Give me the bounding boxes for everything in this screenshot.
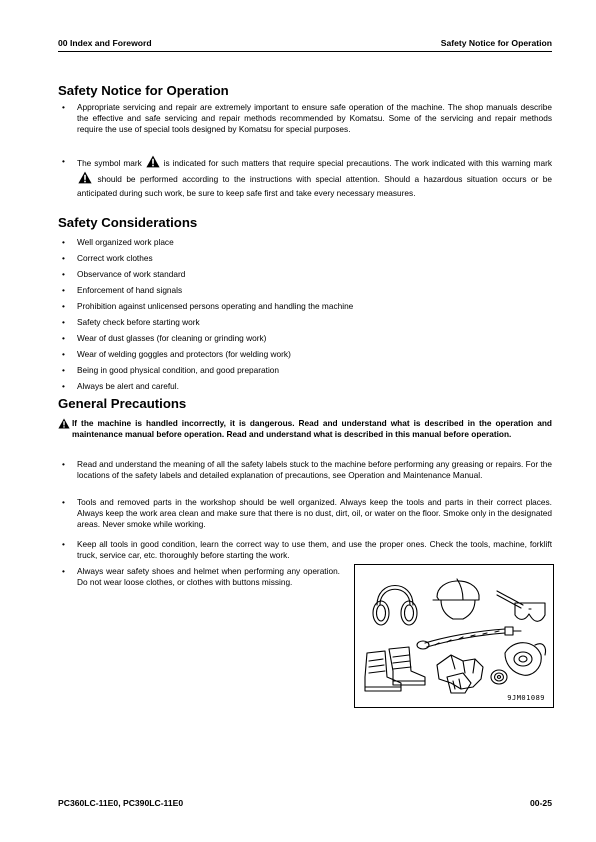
list-item-text: Being in good physical condition, and good preparation	[77, 365, 280, 375]
paragraph-text-part-2: is indicated for such matters that require special precautions. The work indicated with this warning mark	[163, 158, 552, 168]
list-item	[58, 237, 552, 253]
list-item	[58, 365, 552, 381]
helmet-icon	[433, 579, 479, 619]
warning-text: If the machine is handled incorrectly, it is dangerous. Read and understand what is described in the operation and maintenance manual before operation. Read and understand what is described in this manual before operation.	[72, 418, 552, 440]
footer-model: PC360LC-11E0, PC390LC-11E0	[58, 798, 184, 808]
paragraph-text: Keep all tools in good condition, learn the correct way to use them, and use the proper ones. Check the tools, machine, forklift truck, service car, etc. thoroughly before starting the work.	[77, 539, 552, 561]
ear-muffs-icon	[373, 586, 417, 626]
warning-notice	[58, 418, 552, 440]
safety-notice-paragraph-2	[58, 155, 552, 199]
paragraph-text: Appropriate servicing and repair are extremely important to ensure safe operation of the machine. The shop manuals describe the effective and safe servicing and repair methods recommended by Komatsu. Some of the servicing and repair methods require the use of special tools designed by Komatsu for special purposes.	[77, 102, 552, 135]
bullet: •	[62, 301, 65, 311]
bullet: •	[62, 285, 65, 295]
list-item-text: Observance of work standard	[77, 269, 186, 279]
general-precautions-paragraph-1	[58, 459, 552, 481]
list-item-text: Enforcement of hand signals	[77, 285, 183, 295]
paragraph-text: Always wear safety shoes and helmet when performing any operation. Do not wear loose clothes, or clothes with buttons missing.	[77, 566, 340, 588]
general-precautions-paragraph-4	[58, 566, 340, 588]
paragraph-text: Read and understand the meaning of all the safety labels stuck to the machine before performing any greasing or repairs. For the locations of the safety labels and detailed explanation of precautions, see Operation and Maintenance Manual.	[77, 459, 552, 481]
bullet: •	[62, 566, 65, 576]
list-item-text: Wear of welding goggles and protectors (for welding work)	[77, 349, 291, 359]
list-item-text: Correct work clothes	[77, 253, 153, 263]
protective-equipment-figure	[354, 564, 554, 708]
list-item-text: Wear of dust glasses (for cleaning or grinding work)	[77, 333, 267, 343]
list-item-text: Well organized work place	[77, 237, 174, 247]
bullet: •	[62, 459, 65, 469]
bullet: •	[62, 317, 65, 327]
section-title-general-precautions: General Precautions	[58, 396, 187, 411]
header-topic: Safety Notice for Operation	[440, 38, 552, 48]
list-item	[58, 333, 552, 349]
respirator-icon	[491, 643, 546, 684]
bullet: •	[62, 237, 65, 247]
paragraph-text-part-3: should be performed according to the instructions with special attention. Should a hazardous situation occurs or be anticipated during such work, be sure to keep safe first and take every necessary measures.	[77, 174, 553, 198]
gloves-icon	[437, 655, 483, 693]
bullet: •	[62, 269, 65, 279]
general-precautions-paragraph-3	[58, 539, 552, 561]
page-number: 00-25	[530, 798, 552, 808]
safety-boots-icon	[365, 647, 425, 691]
safety-belt-icon	[417, 627, 521, 649]
list-item	[58, 301, 552, 317]
list-item-text: Always be alert and careful.	[77, 381, 179, 391]
paragraph-text-part-1: The symbol mark	[77, 158, 142, 168]
bullet: •	[62, 381, 65, 391]
general-precautions-paragraph-2	[58, 497, 552, 531]
bullet: •	[62, 253, 65, 263]
list-item	[58, 285, 552, 301]
bullet: •	[62, 156, 65, 166]
bullet: •	[62, 497, 65, 507]
header-divider	[58, 51, 552, 52]
bullet: •	[62, 333, 65, 343]
list-item-text: Safety check before starting work	[77, 317, 200, 327]
list-item	[58, 269, 552, 285]
section-title-safety-notice: Safety Notice for Operation	[58, 83, 229, 98]
bullet: •	[62, 539, 65, 549]
list-item	[58, 349, 552, 365]
figure-code: 9JM01089	[507, 694, 545, 702]
warning-triangle-icon	[78, 171, 92, 187]
section-title-safety-considerations: Safety Considerations	[58, 215, 198, 230]
list-item	[58, 381, 552, 397]
bullet: •	[62, 102, 65, 112]
paragraph-text: Tools and removed parts in the workshop should be well organized. Always keep the tools and parts in their correct places. Always keep the work area clean and make sure that there is no dust, dirt, oil, or water on the floor. Smoke only in the designated areas. Never smoke while working.	[77, 497, 552, 530]
safety-considerations-list	[58, 237, 552, 397]
list-item-text: Prohibition against unlicensed persons operating and handling the machine	[77, 301, 354, 311]
list-item	[58, 317, 552, 333]
warning-triangle-icon	[146, 155, 160, 171]
bullet: •	[62, 365, 65, 375]
list-item	[58, 253, 552, 269]
warning-triangle-icon	[58, 418, 70, 432]
header-section: 00 Index and Foreword	[58, 38, 152, 48]
bullet: •	[62, 349, 65, 359]
running-header	[58, 38, 552, 52]
goggles-icon	[497, 591, 545, 621]
safety-notice-paragraph-1	[58, 102, 552, 136]
